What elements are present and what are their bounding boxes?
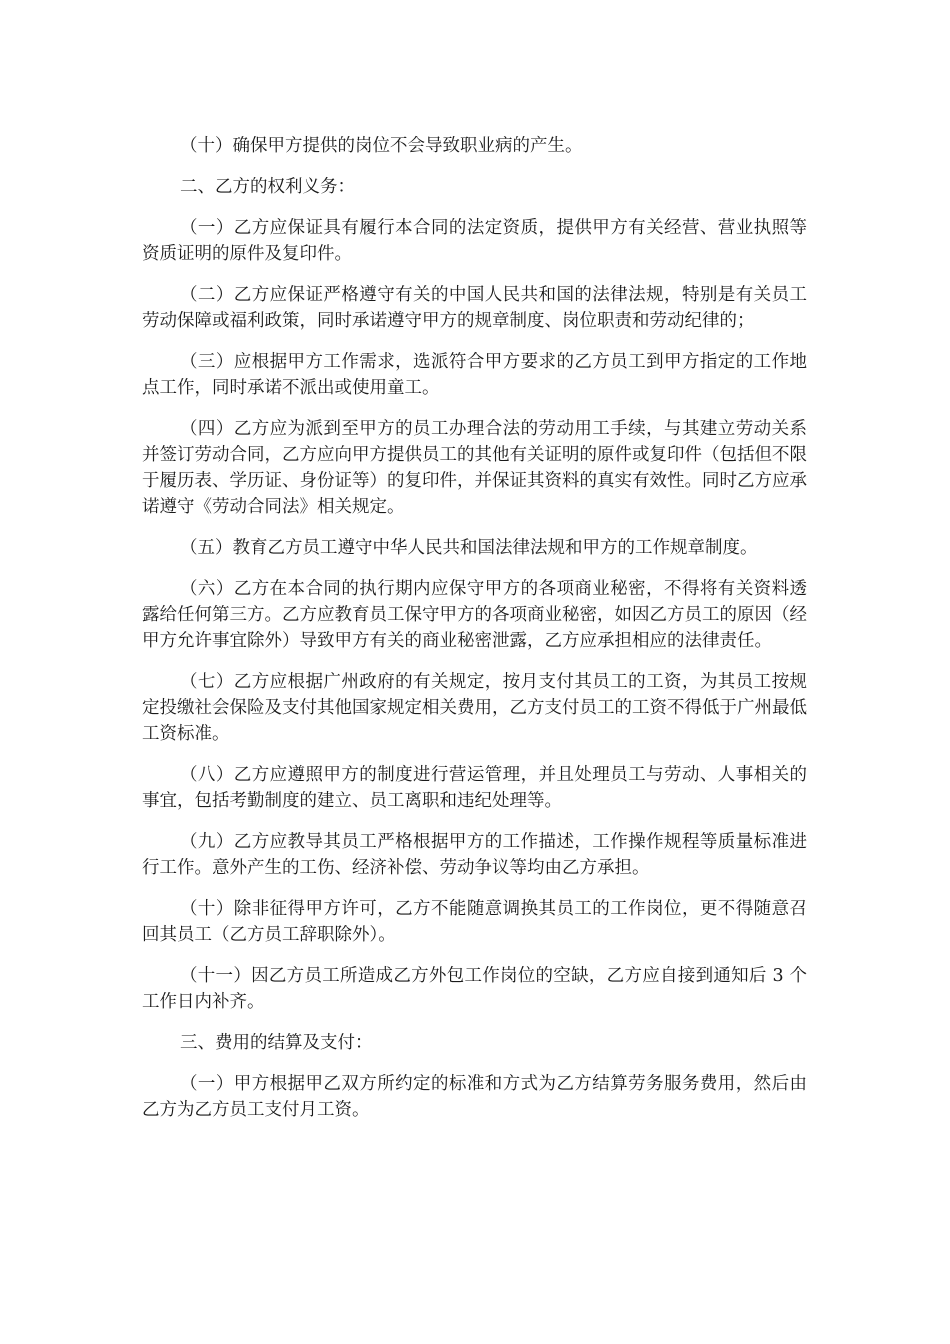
clause-b-3: （三）应根据甲方工作需求，选派符合甲方要求的乙方员工到甲方指定的工作地点工作，同时承诺不派出或使用童工。 [142, 352, 807, 398]
clause-b-10: （十）除非征得甲方许可，乙方不能随意调换其员工的工作岗位，更不得随意召回其员工（乙方员工辞职除外）。 [142, 899, 807, 945]
clause-b-7: （七）乙方应根据广州政府的有关规定，按月支付其员工的工资，为其员工按规定投缴社会保险及支付其他国家规定相关费用，乙方支付员工的工资不得低于广州最低工资标准。 [142, 672, 807, 744]
clause-b-4: （四）乙方应为派到至甲方的员工办理合法的劳动用工手续，与其建立劳动关系并签订劳动合同，乙方应向甲方提供员工的其他有关证明的原件或复印件（包括但不限于履历表、学历证、身份证等）的复印件，并保证其资料的真实有效性。同时乙方应承诺遵守《劳动合同法》相关规定。 [142, 419, 807, 517]
document-body [142, 133, 807, 1138]
clause-b-6: （六）乙方在本合同的执行期内应保守甲方的各项商业秘密，不得将有关资料透露给任何第三方。乙方应教育员工保守甲方的各项商业秘密，如因乙方员工的原因（经甲方允许事宜除外）导致甲方有关的商业秘密泄露，乙方应承担相应的法律责任。 [142, 579, 807, 651]
clause-b-11: （十一）因乙方员工所造成乙方外包工作岗位的空缺，乙方应自接到通知后 3 个工作日内补齐。 [142, 966, 807, 1012]
clause-a-10: （十）确保甲方提供的岗位不会导致职业病的产生。 [180, 136, 583, 156]
clause-b-9: （九）乙方应教导其员工严格根据甲方的工作描述，工作操作规程等质量标准进行工作。意外产生的工伤、经济补偿、劳动争议等均由乙方承担。 [142, 832, 807, 878]
section-heading-2: 二、乙方的权利义务： [180, 177, 355, 197]
section-heading-3: 三、费用的结算及支付： [180, 1033, 373, 1053]
clause-c-1: （一）甲方根据甲乙双方所约定的标准和方式为乙方结算劳务服务费用，然后由乙方为乙方员工支付月工资。 [142, 1074, 807, 1120]
clause-b-1: （一）乙方应保证具有履行本合同的法定资质，提供甲方有关经营、营业执照等资质证明的原件及复印件。 [142, 218, 807, 264]
clause-b-8: （八）乙方应遵照甲方的制度进行营运管理，并且处理员工与劳动、人事相关的事宜，包括考勤制度的建立、员工离职和违纪处理等。 [142, 765, 807, 811]
clause-b-2: （二）乙方应保证严格遵守有关的中国人民共和国的法律法规，特别是有关员工劳动保障或福利政策，同时承诺遵守甲方的规章制度、岗位职责和劳动纪律的； [142, 285, 807, 331]
clause-b-5: （五）教育乙方员工遵守中华人民共和国法律法规和甲方的工作规章制度。 [180, 538, 758, 558]
